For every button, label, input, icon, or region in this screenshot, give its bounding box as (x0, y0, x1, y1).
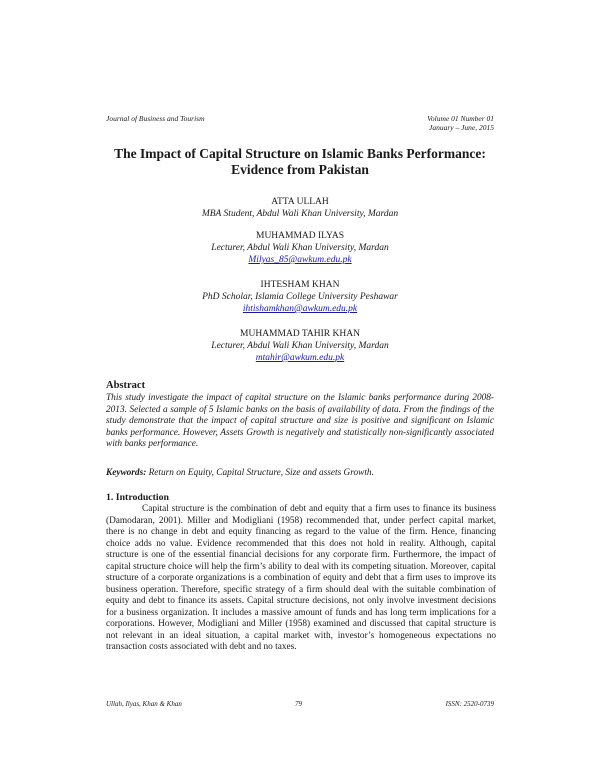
section-heading-introduction: 1. Introduction (106, 492, 169, 503)
title-line-2: Evidence from Pakistan (231, 162, 369, 177)
author-affiliation: MBA Student, Abdul Wali Khan University, Mardan (201, 209, 399, 219)
page-number: 79 (295, 700, 302, 708)
footer-authors: Ullah, Ilyas, Khan & Khan (106, 700, 182, 708)
author-email-link[interactable]: mtahir@awkum.edu.pk (255, 353, 345, 363)
author-name: IHTESHAM KHAN (260, 280, 340, 290)
volume-info (427, 114, 494, 132)
keywords-label: Keywords: (106, 468, 147, 478)
volume-number: Volume 01 Number 01 (427, 114, 494, 123)
introduction-paragraph: Capital structure is the combination of debt and equity that a firm uses to finance its business (Damodaran, 2001). Miller and Modigliani (1958) recommended that, under perfect capital market, there is no change in debt and equity financing as regard to the value of the firm. Hence, financing choice adds no value. Evidence recommended that this does not hold in reality. Although, capital structure is one of the essential financial decisions for any corporate firm. Furthermore, the impact of capital structure choice will help the firm’s ability to deal with its competing situation. Moreover, capital structure of a corporate organizations is a combination of equity and debt that a firm uses to improve its business operation. Therefore, specific strategy of a firm should deal with the suitable combination of equity and debt to finance its assets. Capital structure decisions, not only involve investment decisions for a business organization. It includes a massive amount of funds and has long term implications for a corporations. However, Modigliani and Miller (1958) examined and discussed that capital structure is not relevant in an ideal situation, a capital market with, investor’s homogeneous expectations no transaction costs associated with debt and no taxes. (106, 504, 496, 652)
author-affiliation: PhD Scholar, Islamia College University Peshawar (202, 292, 398, 302)
author-email-link[interactable]: ihtishamkhan@awkum.edu.pk (242, 304, 358, 314)
paper-title (106, 146, 494, 178)
author-email-link[interactable]: Milyas_85@awkum.edu.pk (248, 255, 352, 265)
author-affiliation: Lecturer, Abdul Wali Khan University, Mardan (211, 341, 389, 351)
issue-date: January – June, 2015 (429, 123, 494, 132)
author-name: MUHAMMAD TAHIR KHAN (240, 329, 360, 339)
abstract-heading: Abstract (106, 380, 146, 391)
abstract-text: This study investigate the impact of capital structure on the Islamic banks performance during 2008-2013. Selected a sample of 5 Islamic banks on the basis of availability of data. From the findings of the study demonstrate that the impact of capital structure and size is positive and significant on Islamic banks performance. However, Assets Growth is negatively and statistically non-significantly associated with banks performance. (106, 393, 494, 450)
keywords (106, 468, 494, 479)
footer-issn: ISSN: 2520-0739 (445, 700, 494, 708)
author-name: ATTA ULLAH (271, 197, 329, 207)
title-line-1: The Impact of Capital Structure on Islamic Banks Performance: (114, 146, 486, 161)
journal-name: Journal of Business and Tourism (106, 114, 205, 123)
keywords-text: Return on Equity, Capital Structure, Size and assets Growth. (148, 468, 374, 478)
author-name: MUHAMMAD ILYAS (256, 231, 344, 241)
introduction-body (106, 504, 496, 654)
author-affiliation: Lecturer, Abdul Wali Khan University, Mardan (211, 243, 389, 253)
